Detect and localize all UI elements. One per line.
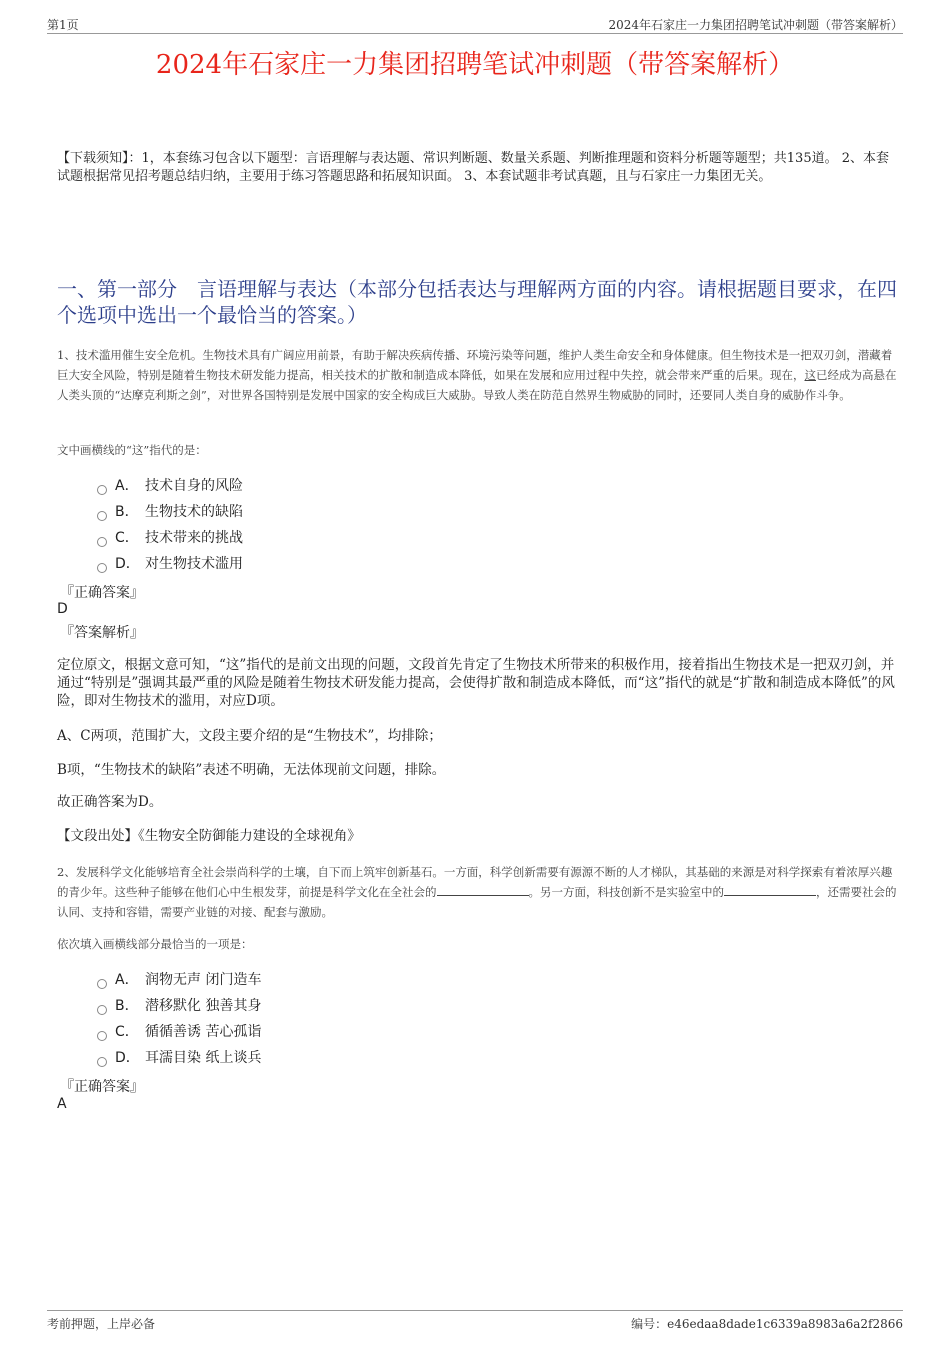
analysis-paragraph: 定位原文，根据文意可知，“这”指代的是前文出现的问题，文段首先肯定了生物技术所带来的积极作用，接着指出生物技术是一把双刃剑，并通过“特别是”强调其最严重的风险是随着生物技术研发能力提高，会使得扩散和制造成本降低，而“这”指代的就是“扩散和制造成本降低”的风险，即对生物技术的滥用，对应D项。 (57, 657, 895, 709)
question-1-option-c[interactable]: C． 技术带来的挑战 (97, 528, 243, 548)
radio-icon[interactable] (97, 485, 107, 495)
source-citation: 【文段出处】《生物安全防御能力建设的全球视角》 (57, 828, 361, 844)
question-2-option-c[interactable]: C． 循循善诱 苦心孤诣 (97, 1022, 261, 1042)
question-1-answer: D (57, 601, 68, 617)
radio-icon[interactable] (97, 979, 107, 989)
analysis-paragraph: A、C两项，范围扩大，文段主要介绍的是“生物技术”，均排除； (57, 728, 442, 744)
underlined-word: 这 (804, 368, 816, 382)
question-1-text: 1、技术滥用催生安全危机。生物技术具有广阔应用前景，有助于解决疾病传播、环境污染等问题，维护人类生命安全和身体健康。但生物技术是一把双刃剑，潜藏着巨大安全风险，特别是随着生物技术研发能力提高，相关技术的扩散和制造成本降低，如果在发展和应用过程中失控，就会带来严重的后果。现在，这已经成为高悬在人类头顶的“达摩克利斯之剑”，对世界各国特别是发展中国家的安全构成巨大威胁。导致人类在防范自然界生物威胁的同时，还要同人类自身的威胁作斗争。 (57, 348, 897, 402)
question-1-ask: 文中画横线的“这”指代的是： (57, 443, 207, 457)
page-footer (47, 1310, 903, 1331)
radio-icon[interactable] (97, 1005, 107, 1015)
section-heading: 一、第一部分 言语理解与表达（本部分包括表达与理解两方面的内容。请根据题目要求，在四个选项中选出一个最恰当的答案。） (57, 277, 897, 327)
question-2-text: 2、发展科学文化能够培育全社会崇尚科学的土壤，自下而上筑牢创新基石。一方面，科学创新需要有源源不断的人才梯队，其基础的来源是对科学探索有着浓厚兴趣的青少年。这些种子能够在他们心中生根发芽，前提是科学文化在全社会的 。另一方面，科技创新不是实验室中的 ，还需要社会的认同、支持和容错，需要产业链的对接、配套与激励。 (57, 865, 897, 919)
page-header (47, 16, 903, 34)
question-2-option-b[interactable]: B． 潜移默化 独善其身 (97, 996, 261, 1016)
fill-blank (724, 883, 816, 896)
question-2-ask: 依次填入画横线部分最恰当的一项是： (57, 937, 253, 951)
page-number: 第1页 (47, 18, 79, 32)
fill-blank (437, 883, 529, 896)
question-2-answer-label: 『正确答案』 (60, 1079, 144, 1095)
question-1-answer-label: 『正确答案』 (60, 585, 144, 601)
radio-icon[interactable] (97, 537, 107, 547)
question-1-analysis-label: 『答案解析』 (60, 625, 144, 641)
footer-serial: 编号：e46edaa8dade1c6339a8983a6a2f2866 (631, 1317, 903, 1331)
footer-slogan: 考前押题，上岸必备 (47, 1317, 156, 1331)
radio-icon[interactable] (97, 1031, 107, 1041)
question-1-option-a[interactable]: A． 技术自身的风险 (97, 476, 243, 496)
question-1-option-b[interactable]: B． 生物技术的缺陷 (97, 502, 243, 522)
radio-icon[interactable] (97, 1057, 107, 1067)
question-2-answer: A (57, 1096, 67, 1112)
page-title: 2024年石家庄一力集团招聘笔试冲刺题（带答案解析） (155, 50, 795, 80)
question-2-option-a[interactable]: A． 润物无声 闭门造车 (97, 970, 261, 990)
header-doc-title: 2024年石家庄一力集团招聘笔试冲刺题（带答案解析） (608, 18, 903, 32)
analysis-paragraph: B项，“生物技术的缺陷”表述不明确，无法体现前文问题，排除。 (57, 762, 446, 778)
radio-icon[interactable] (97, 563, 107, 573)
question-2-option-d[interactable]: D． 耳濡目染 纸上谈兵 (97, 1048, 261, 1068)
analysis-paragraph: 故正确答案为D。 (57, 794, 163, 810)
question-1-option-d[interactable]: D． 对生物技术滥用 (97, 554, 243, 574)
radio-icon[interactable] (97, 511, 107, 521)
download-notice: 【下载须知】：1，本套练习包含以下题型：言语理解与表达题、常识判断题、数量关系题、判断推理题和资料分析题等题型；共135道。 2、本套试题根据常见招考题总结归纳，主要用于练习答题思路和拓展知识面。 3、本套试题非考试真题，且与石家庄一力集团无关。 (57, 151, 889, 184)
